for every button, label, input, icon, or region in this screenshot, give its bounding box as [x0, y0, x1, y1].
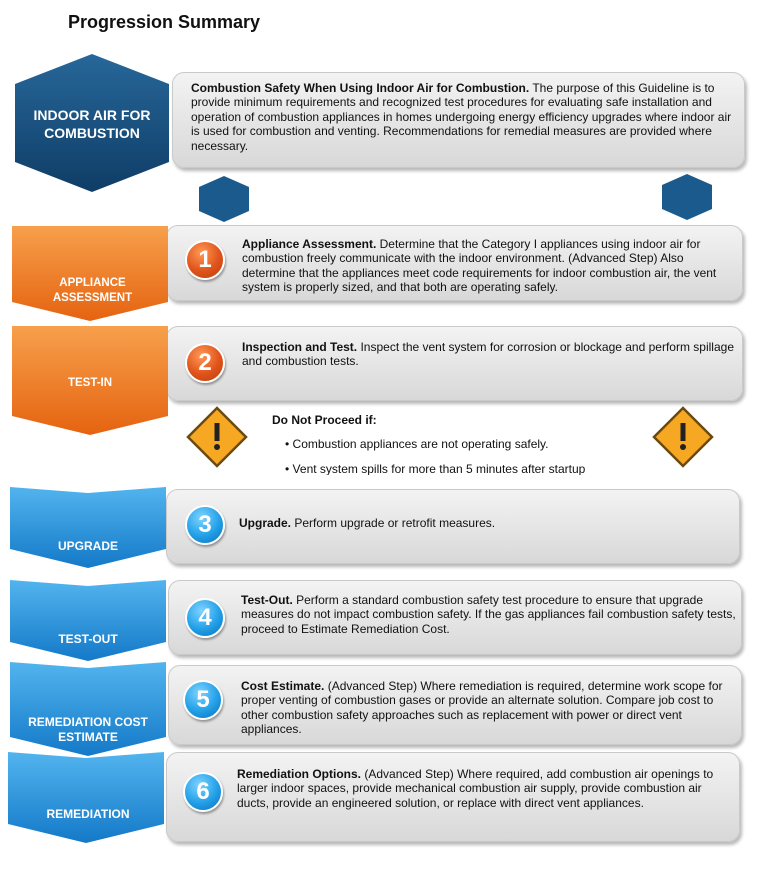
step-1-label: APPLIANCE ASSESSMENT — [52, 277, 133, 304]
warning-item-2-text: Vent system spills for more than 5 minutes after startup — [292, 462, 586, 475]
step-6-body: (Advanced Step) Where required, add combustion air openings to larger indoor spaces, provide mechanical combustion air supply, provide combustion air ducts, provide an engineered solution, or replace with direct vent appliances. — [237, 767, 714, 810]
step-6-label: REMEDIATION — [46, 807, 130, 821]
step-6-number-icon: 6 — [183, 772, 223, 812]
step-4-heading: Test-Out. — [241, 593, 293, 607]
intro-body: The purpose of this Guideline is to provide minimum requirements and recognized test procedures for evaluating safe installation and operation of combustion appliances in homes undergoing energy efficiency upgrades where indoor air is used for combustion and venting. Recommendations for remedial measures are provided where necessary. — [191, 81, 732, 153]
step-6-heading: Remediation Options. — [237, 767, 362, 781]
step-3-label: UPGRADE — [57, 539, 118, 553]
step-6-text — [237, 767, 734, 810]
step-3-number-icon: 3 — [185, 505, 225, 545]
step-1-chevron — [10, 226, 170, 322]
step-3-body: Perform upgrade or retrofit measures. — [294, 516, 496, 530]
step-2-label: TEST-IN — [67, 377, 113, 389]
intro-text — [191, 81, 739, 153]
step-1-number-icon: 1 — [185, 240, 225, 280]
step-1-heading: Appliance Assessment. — [242, 237, 377, 251]
step-4-label: TEST-OUT — [58, 632, 118, 646]
step-1-body: Determine that the Category I appliances using indoor air for combustion freely communicate with the indoor environment. (Advanced Step) Also determine that the appliances meet code requirements for indoor combustion air, the vent system is properly sized, and that both are operating safely. — [242, 237, 717, 295]
step-3-heading: Upgrade. — [239, 516, 292, 530]
step-6-chevron — [6, 752, 166, 844]
step-2-number-icon: 2 — [185, 343, 225, 383]
step-4-chevron — [8, 580, 168, 662]
step-5-body: (Advanced Step) Where remediation is required, determine work scope for proper venting of combustion gases or provide an alternate solution. Compare job cost to other combustion safety approaches such as replacement with power or direct vent appliances. — [241, 679, 723, 737]
step-4-text — [241, 593, 738, 636]
warning-item-1: • Combustion appliances are not operating safely. — [285, 437, 549, 451]
step-1-text — [242, 237, 739, 295]
warning-title: Do Not Proceed if: — [272, 413, 377, 427]
intro-label: INDOOR AIR FOR COMBUSTION — [33, 107, 151, 141]
connector-hex-right — [661, 173, 713, 221]
step-4-number-icon: 4 — [185, 598, 225, 638]
step-3-chevron — [8, 487, 168, 569]
warning-item-2: • Vent system spills for more than 5 minutes after startup — [285, 462, 586, 475]
intro-heading: Combustion Safety When Using Indoor Air for Combustion. — [191, 81, 530, 95]
connector-hex-left — [198, 175, 250, 223]
warning-item-1-text: Combustion appliances are not operating safely. — [292, 437, 549, 451]
step-5-text — [241, 679, 738, 737]
warning-diamond-icon-left — [186, 406, 248, 468]
step-2-heading: Inspection and Test. — [242, 340, 358, 354]
step-3-text — [239, 516, 734, 530]
step-4-body: Perform a standard combustion safety test procedure to ensure that upgrade measures do not impact combustion safety. If the gas appliances fail combustion safety tests, proceed to Estimate Remediation Cost. — [241, 593, 736, 636]
step-5-label: REMEDIATION COST ESTIMATE — [28, 715, 148, 744]
step-5-number-icon: 5 — [183, 680, 223, 720]
step-5-heading: Cost Estimate. — [241, 679, 325, 693]
warning-diamond-icon-right — [652, 406, 714, 468]
step-2-body: Inspect the vent system for corrosion or blockage and perform spillage and combustion tests. — [242, 340, 734, 369]
step-2-text — [242, 340, 739, 369]
page-title: Progression Summary — [68, 12, 261, 32]
